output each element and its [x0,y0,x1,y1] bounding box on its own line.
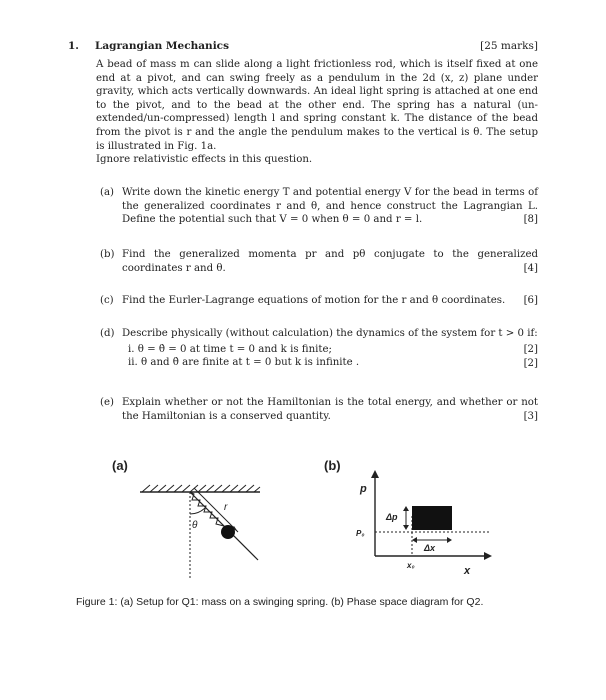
part-b-marks: [4] [523,263,538,274]
part-d-i-text: θ = θ̇ = 0 at time t = 0 and k is finite; [137,343,332,355]
part-a-marks: [8] [523,214,538,225]
theta-label: θ [192,520,198,531]
part-d-i-marks: [2] [523,344,538,355]
question-header [68,40,538,56]
bead [221,525,235,539]
question-title: Lagrangian Mechanics [95,40,229,52]
part-e-label: (e) [100,397,114,408]
theta-arc [190,508,205,514]
figure-b-label: (b) [324,458,341,473]
part-d-text: Describe physically (without calculation) the dynamics of the system for t > 0 if: [122,328,538,339]
question-intro [96,58,538,167]
part-a-label: (a) [100,187,115,198]
ignore-note: Ignore relativistic effects in this question. [96,154,313,166]
part-d-ii-label: ii. [128,357,138,369]
r-label: r [224,502,228,513]
x-axis-label: x [464,565,471,577]
part-c-label: (c) [100,295,114,306]
question-marks: [25 marks] [480,40,538,52]
pendulum-diagram [120,470,280,580]
part-c [100,294,538,308]
p-axis-arrowhead [371,470,379,478]
part-a-text: Write down the kinetic energy T and potential energy V for the bead in terms of the generalized coordinates r and θ, and hence construct the Lagrangian L. Define the potential such that V = 0 when θ = 0 and r = l. [122,187,538,226]
part-e-text: Explain whether or not the Hamiltonian is the total energy, and whether or not the Hamiltonian is a conserved quantity. [122,397,538,422]
question-number: 1. [68,40,79,52]
part-d-i [128,343,538,357]
phase-space-diagram [340,466,500,581]
ceiling-hatching [142,485,260,492]
p0-label: P₀ [356,529,365,538]
figure-a-label: (a) [112,458,128,473]
part-b [100,248,538,275]
part-d-ii-text: θ and θ̇ are finite at t = 0 but k is infinite . [141,357,360,369]
p-axis-label: p [360,483,367,495]
part-a [100,186,538,227]
r-arrow [194,488,238,532]
delta-p-label: Δp [386,512,398,522]
figure-caption: Figure 1: (a) Setup for Q1: mass on a swinging spring. (b) Phase space diagram for Q2. [76,596,484,608]
part-d-label: (d) [100,328,115,339]
part-d-ii-marks: [2] [523,358,538,369]
x0-label: x₀ [407,561,415,570]
part-b-text: Find the generalized momenta pr and pθ conjugate to the generalized coordinates r and θ. [122,249,538,274]
part-d-i-label: i. [128,343,135,355]
part-c-text: Find the Eurler-Lagrange equations of motion for the r and θ coordinates. [122,295,506,306]
x-axis-arrowhead [484,552,492,560]
part-d [100,327,538,370]
part-c-marks: [6] [523,295,538,306]
phase-box [412,506,452,530]
part-e [100,396,538,423]
delta-x-label: Δx [424,543,436,553]
intro-paragraph: A bead of mass m can slide along a light frictionless rod, which is itself fixed at one end at a pivot, and can swing freely as a pendulum in the 2d (x, z) plane under gravity, which acts vertically downwards. An ideal light spring is attached at one end to the pivot, and to the bead at the other end. The spring has a natural (un-extended/un-compressed) length l and spring constant k. The distance of the bead from the pivot is r and the angle the pendulum makes to the vertical is θ. The setup is illustrated in Fig. 1a. [96,59,538,152]
part-b-label: (b) [100,249,115,260]
part-e-marks: [3] [523,411,538,422]
part-d-ii [128,356,538,370]
